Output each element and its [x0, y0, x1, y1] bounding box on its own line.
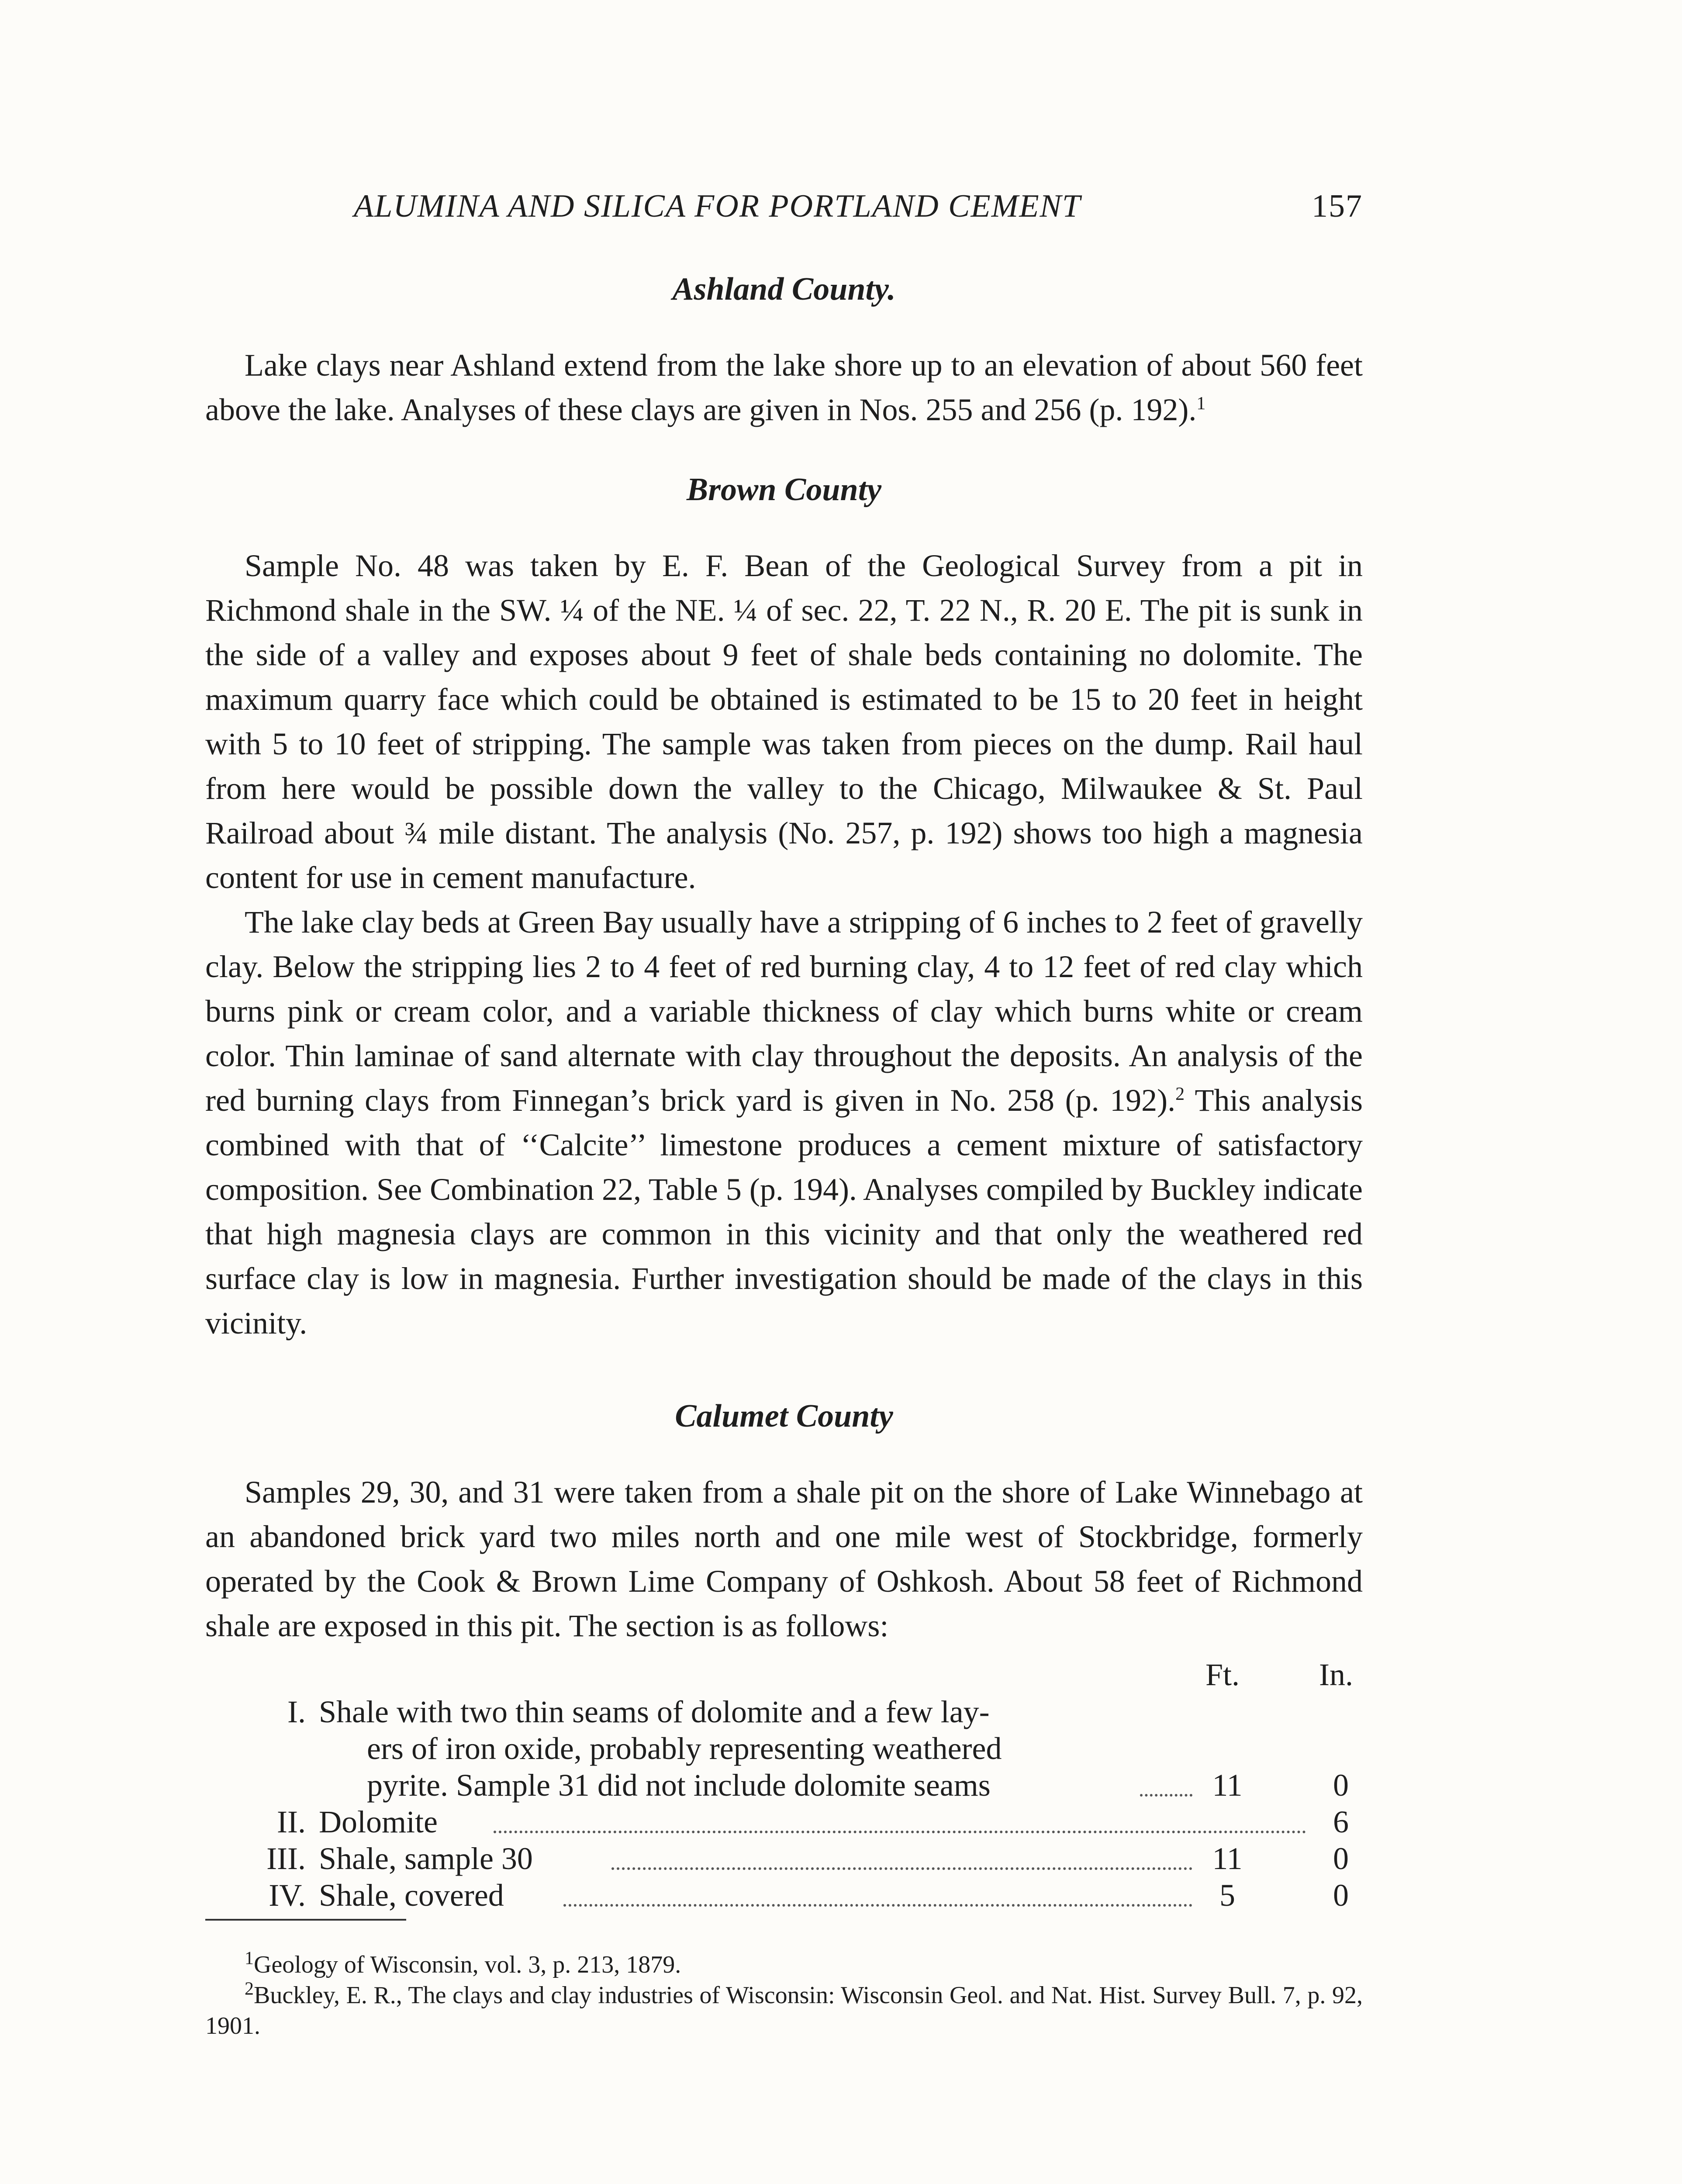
paragraph-ashland-text: Lake clays near Ashland extend from the lake shore up to an elevation of about 560 feet above the lake. Analyses of these clays are given in Nos. 255 and 256 (p. 192). — [205, 348, 1363, 427]
paragraph-brown-2a: The lake clay beds at Green Bay usually have a stripping of 6 inches to 2 feet of gravelly clay. Below the stripping lies 2 to 4 feet of red burning clay, 4 to 12 feet of red clay which burns pink or cream color, and a variable thickness of clay which burns white or cream color. Thin laminae of sand alternate with clay throughout the deposits. An analysis of the red burning clays from Finnegan’s brick yard is given in No. 258 (p. 192). — [205, 905, 1363, 1118]
dot-leader — [494, 1831, 1306, 1833]
row-inches: 0 — [1333, 1878, 1349, 1913]
running-title: ALUMINA AND SILICA FOR PORTLAND CEMENT — [354, 188, 1081, 224]
table-row — [205, 1877, 1363, 1914]
row-description: Shale, covered — [319, 1878, 504, 1913]
footnote-2 — [205, 1980, 1363, 2041]
page — [205, 188, 1363, 2041]
table-row — [205, 1840, 1363, 1877]
table-row-continuation — [205, 1767, 1363, 1804]
column-header-ft: Ft. — [1205, 1657, 1240, 1692]
row-inches: 0 — [1333, 1768, 1349, 1803]
page-number: 157 — [1312, 188, 1363, 224]
table-row — [205, 1693, 1363, 1730]
footnote-1-mark: 1 — [245, 1948, 254, 1969]
dot-leader — [1140, 1794, 1192, 1797]
column-header-in: In. — [1319, 1657, 1353, 1692]
row-feet: 5 — [1219, 1878, 1235, 1913]
heading-ashland-county: Ashland County. — [672, 271, 896, 307]
stratigraphic-section-table — [205, 1657, 1363, 1928]
footnotes — [205, 1949, 1363, 2041]
table-row — [205, 1804, 1363, 1840]
table-row-continuation — [205, 1730, 1363, 1767]
paragraph-brown-1: Sample No. 48 was taken by E. F. Bean of the Geological Survey from a pit in Richmond shale in the SW. ¼ of the NE. ¼ of sec. 22, T. 22 N., R. 20 E. The pit is sunk in the side of a valley and exposes about 9 feet of shale beds containing no dolomite. The maximum quarry face which could be obtained is estimated to be 15 to 20 feet in height with 5 to 10 feet of stripping. The sample was taken from pieces on the dump. Rail haul from here would be possible down the valley to the Chicago, Milwaukee & St. Paul Railroad about ¾ mile distant. The analysis (No. 257, p. 192) shows too high a magnesia content for use in cement manufacture. — [205, 548, 1363, 895]
row-description: Shale, sample 30 — [319, 1841, 533, 1876]
row-feet: 11 — [1212, 1841, 1243, 1876]
row-description: Dolomite — [319, 1804, 438, 1839]
row-description-line: pyrite. Sample 31 did not include dolomite seams — [367, 1768, 991, 1803]
heading-brown-county: Brown County — [686, 472, 882, 508]
footnote-2-mark: 2 — [245, 1979, 254, 1999]
row-number: II. — [277, 1804, 306, 1839]
dot-leader — [611, 1867, 1192, 1870]
row-inches: 6 — [1333, 1804, 1349, 1839]
row-number: I. — [287, 1694, 306, 1729]
row-number: III. — [266, 1841, 306, 1876]
footnote-rule — [205, 1919, 406, 1921]
footnote-ref-1: 1 — [1196, 394, 1206, 414]
row-number: IV. — [269, 1878, 306, 1913]
footnote-2-text: Buckley, E. R., The clays and clay industries of Wisconsin: Wisconsin Geol. and Nat. Hist. Survey Bull. 7, p. 92, 1901. — [205, 1982, 1363, 2039]
footnote-ref-2: 2 — [1175, 1084, 1185, 1104]
heading-calumet-county: Calumet County — [675, 1398, 893, 1434]
row-feet: 11 — [1212, 1768, 1243, 1803]
row-description-line: ers of iron oxide, probably representing weathered — [367, 1731, 1002, 1766]
row-inches: 0 — [1333, 1841, 1349, 1876]
footnote-1 — [205, 1949, 1363, 1980]
paragraph-calumet: Samples 29, 30, and 31 were taken from a shale pit on the shore of Lake Winnebago at an abandoned brick yard two miles north and one mile west of Stockbridge, formerly operated by the Cook & Brown Lime Company of Oshkosh. About 58 feet of Richmond shale are exposed in this pit. The section is as follows: — [205, 1475, 1363, 1643]
paragraph-brown-2 — [205, 900, 1363, 1345]
footnote-1-text: Geology of Wisconsin, vol. 3, p. 213, 1879. — [254, 1951, 681, 1978]
paragraph-brown-2b: This analysis combined with that of ‘‘Calcite’’ limestone produces a cement mixture of satisfactory composition. See Combination 22, Table 5 (p. 194). Analyses compiled by Buckley indicate that high magnesia clays are common in this vicinity and that only the weathered red surface clay is low in magnesia. Further investigation should be made of the clays in this vicinity. — [205, 1083, 1363, 1341]
paragraph-ashland — [205, 343, 1363, 432]
row-description-line: Shale with two thin seams of dolomite and a few lay- — [319, 1694, 990, 1729]
running-header — [205, 188, 1363, 240]
dot-leader — [563, 1904, 1192, 1907]
